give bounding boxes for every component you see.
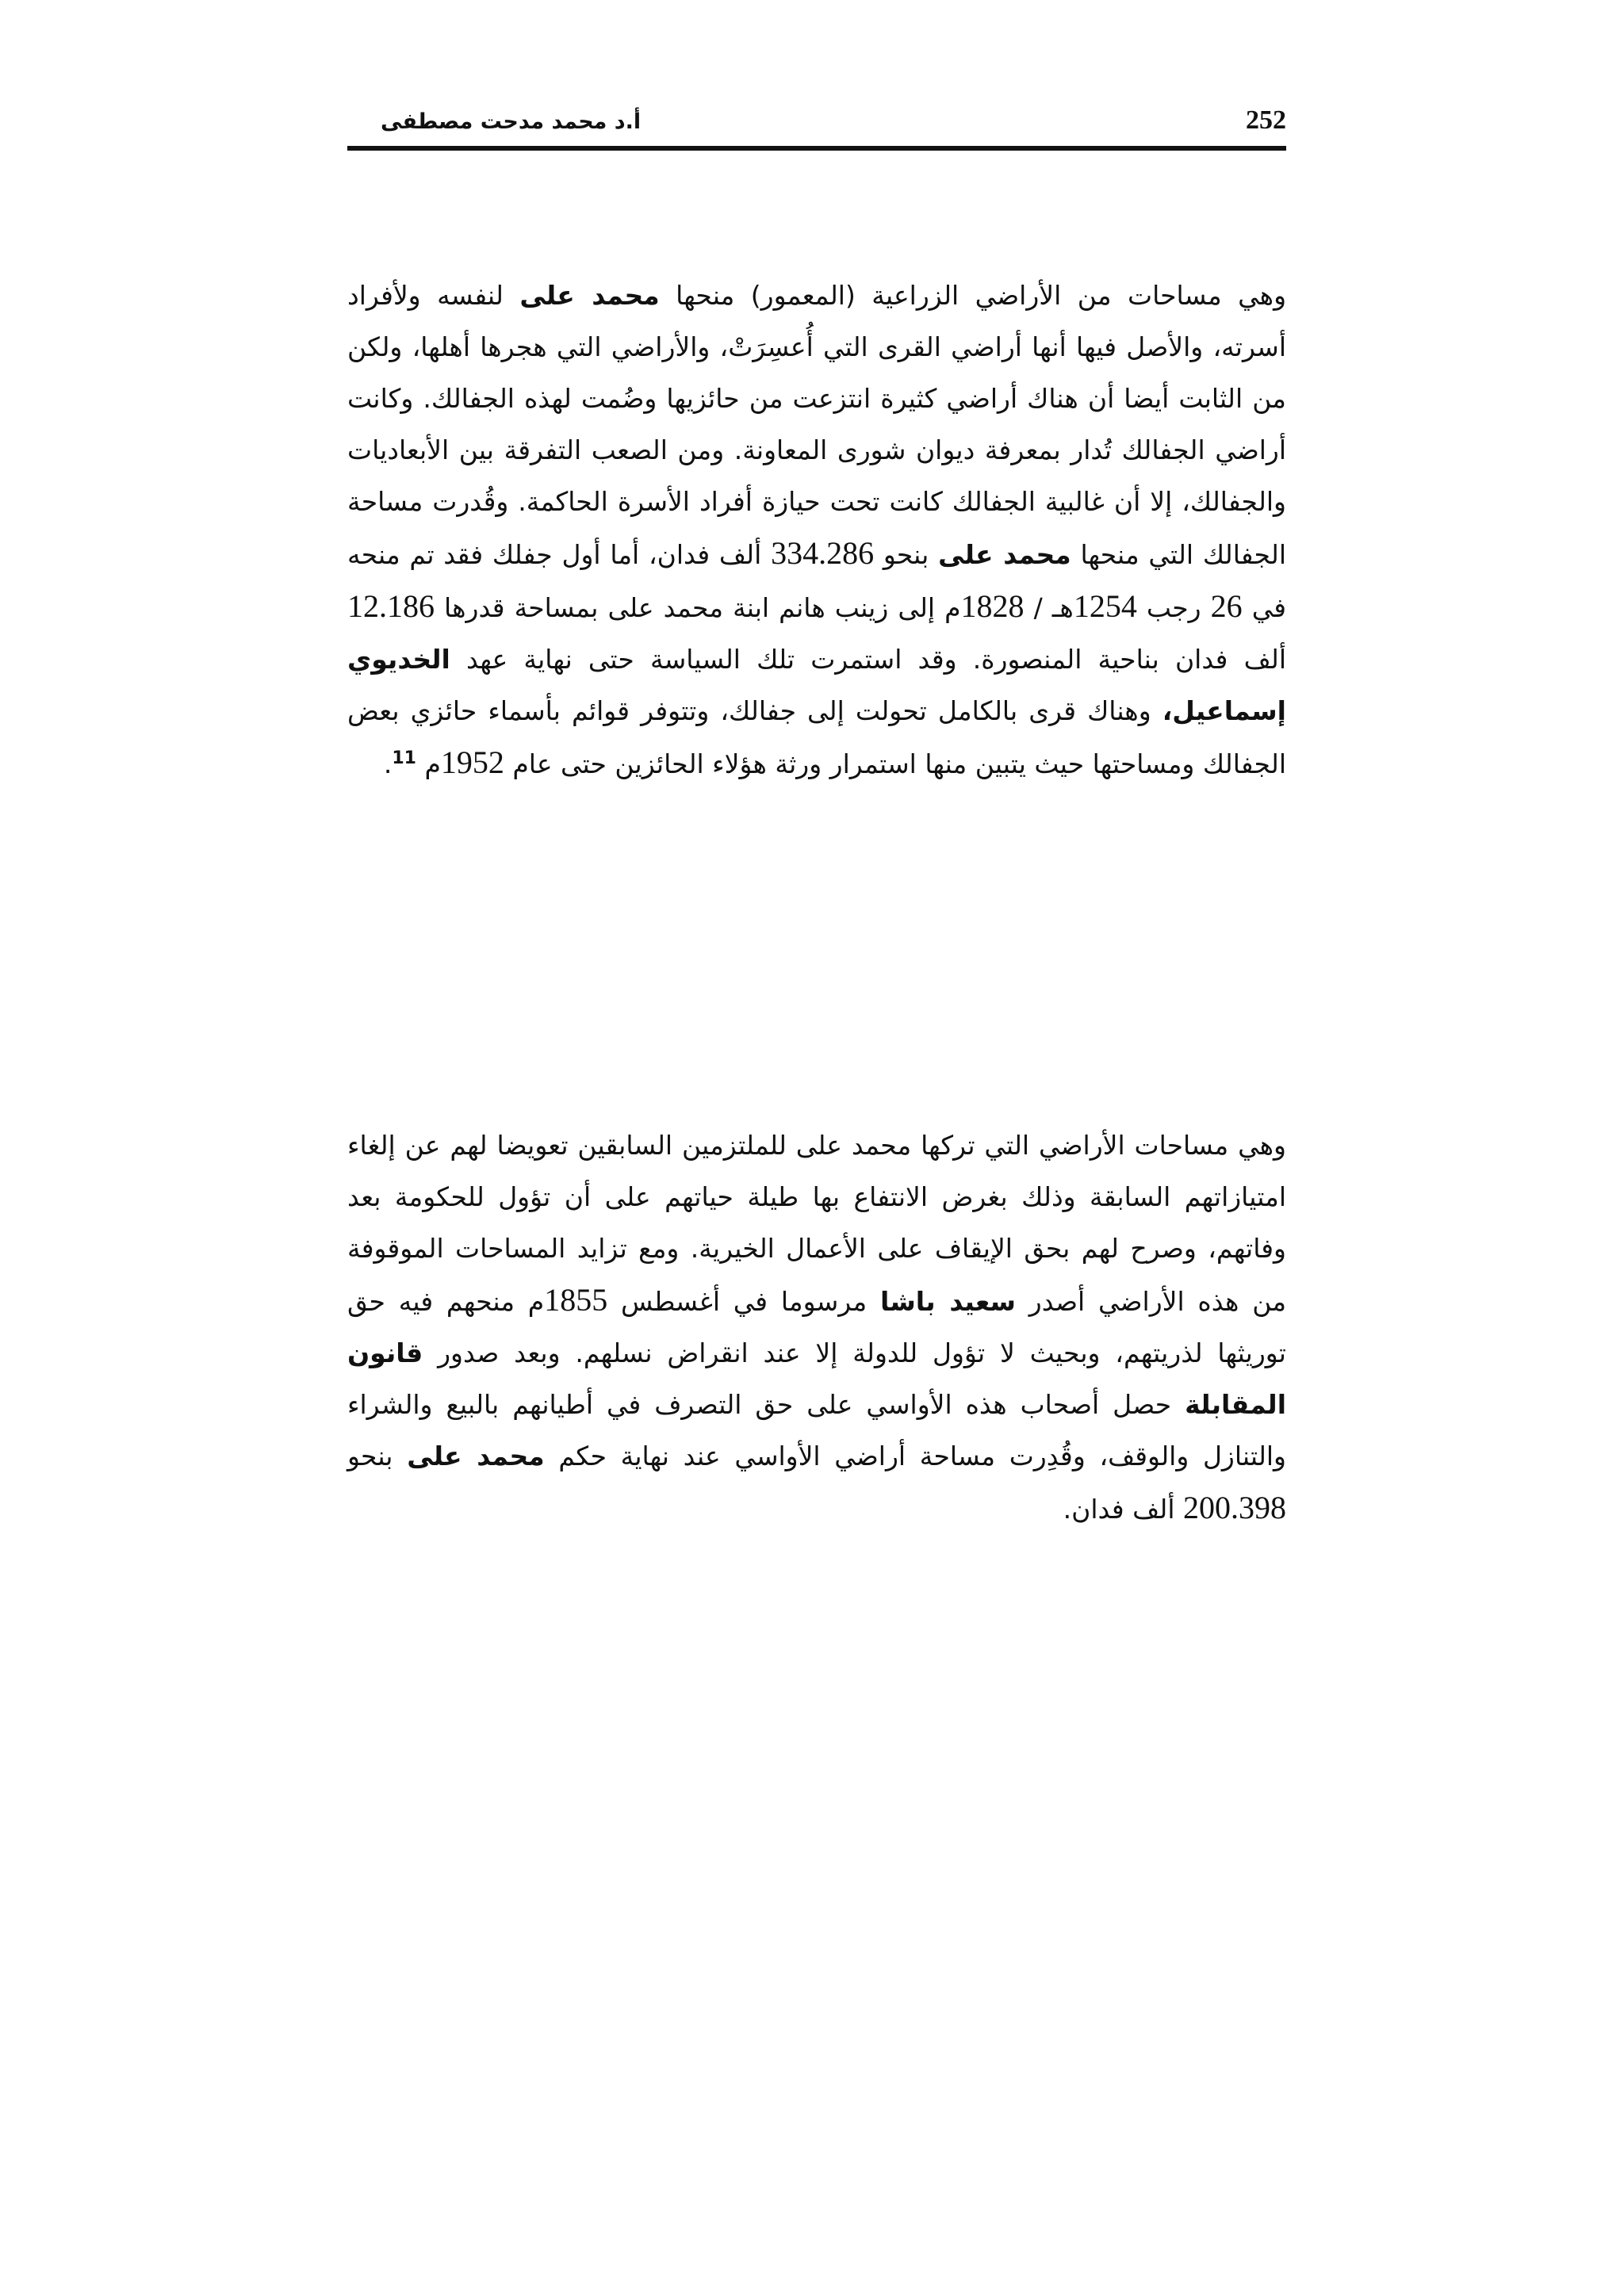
- number: 12.186: [347, 588, 435, 624]
- number: 26: [1210, 588, 1243, 624]
- number: 1952: [440, 744, 504, 780]
- bold-name: محمد على: [407, 1441, 545, 1471]
- text-run: ألف فدان، أما أول جفلك فقد تم منحه في: [347, 539, 1287, 623]
- bold-name: الخديوي إسماعيل،: [347, 644, 1286, 726]
- text-run: لنفسه ولأفراد أسرته، والأصل فيها أنها أراضي القرى التي أُعسِرَتْ، والأراضي التي هجرها أهلها، ولكن من الثابت أيضا أن هناك أراضي كثيرة انتزعت من حائزيها وضُمت لهذه الجفالك. وكانت أراضي الجفالك تُدار بمعرفة ديوان شورى المعاونة. ومن الصعب التفرقة بين الأبعاديات والجفالك، إلا أن غالبية الجفالك كانت تحت حيازة أفراد الأسرة الحاكمة. وقُدرت مساحة الجفالك التي منحها: [347, 280, 1287, 570]
- text-run: مرسوما في أغسطس: [607, 1286, 880, 1317]
- paragraph-2: [347, 1119, 1286, 1535]
- number: 1828: [960, 588, 1025, 624]
- text-run: م منحهم فيه حق توريثها لذريتهم، وبحيث لا تؤول للدولة إلا عند انقراض نسلهم. وبعد صدور: [347, 1286, 1286, 1368]
- text-run: ألف فدان بناحية المنصورة. وقد استمرت تلك السياسة حتى نهاية عهد: [450, 644, 1286, 675]
- text-run: ألف فدان.: [1063, 1494, 1183, 1525]
- page-number: 252: [1246, 105, 1286, 135]
- running-head-author: أ.د محمد مدحت مصطفى: [381, 109, 642, 134]
- text-run: حصل أصحاب هذه الأواسي على حق التصرف في أطيانهم بالبيع والشراء والتنازل والوقف، وقُدِرت مساحة أراضي الأواسي عند نهاية حكم: [347, 1389, 1286, 1471]
- number: 334.286: [771, 535, 875, 571]
- number: 200.398: [1183, 1490, 1286, 1525]
- text-run: م: [416, 748, 441, 779]
- text-run: بنحو: [347, 1441, 408, 1471]
- footnote-marker[interactable]: 11: [392, 748, 416, 768]
- text-run: وهي مساحات من الأراضي الزراعية (المعمور) منحها: [659, 280, 1287, 311]
- text-run: وهي مساحات الأراضي التي تركها محمد على للملتزمين السابقين تعويضا لهم عن إلغاء امتيازاتهم السابقة وذلك بغرض الانتفاع بها طيلة حياتهم على أن تؤول للحكومة بعد وفاتهم، وصرح لهم بحق الإيقاف على الأعمال الخيرية. ومع تزايد المساحات الموقوفة من هذه الأراضي أصدر: [347, 1130, 1287, 1317]
- bold-name: سعيد باشا: [879, 1286, 1016, 1317]
- bold-name: محمد على: [938, 539, 1071, 570]
- header-rule: [347, 146, 1286, 151]
- number: 1855: [544, 1282, 608, 1318]
- text-run: وهناك قرى بالكامل تحولت إلى جفالك، وتتوفر قوائم بأسماء حائزي بعض الجفالك ومساحتها حيث يتبين منها استمرار ورثة هؤلاء الحائزين حتى عام: [347, 695, 1286, 779]
- text-run: رجب: [1136, 592, 1211, 623]
- text-run: م إلى زينب هانم ابنة محمد على بمساحة قدرها: [435, 592, 961, 623]
- text-run: هـ /: [1024, 592, 1074, 623]
- text-run: بنحو: [874, 539, 939, 570]
- page-header: [347, 103, 1286, 151]
- bold-term: قانون المقابلة: [347, 1337, 1286, 1420]
- text-run: .: [383, 748, 393, 779]
- paragraph-1: [347, 270, 1286, 790]
- bold-name: محمد على: [519, 280, 660, 311]
- number: 1254: [1073, 588, 1137, 624]
